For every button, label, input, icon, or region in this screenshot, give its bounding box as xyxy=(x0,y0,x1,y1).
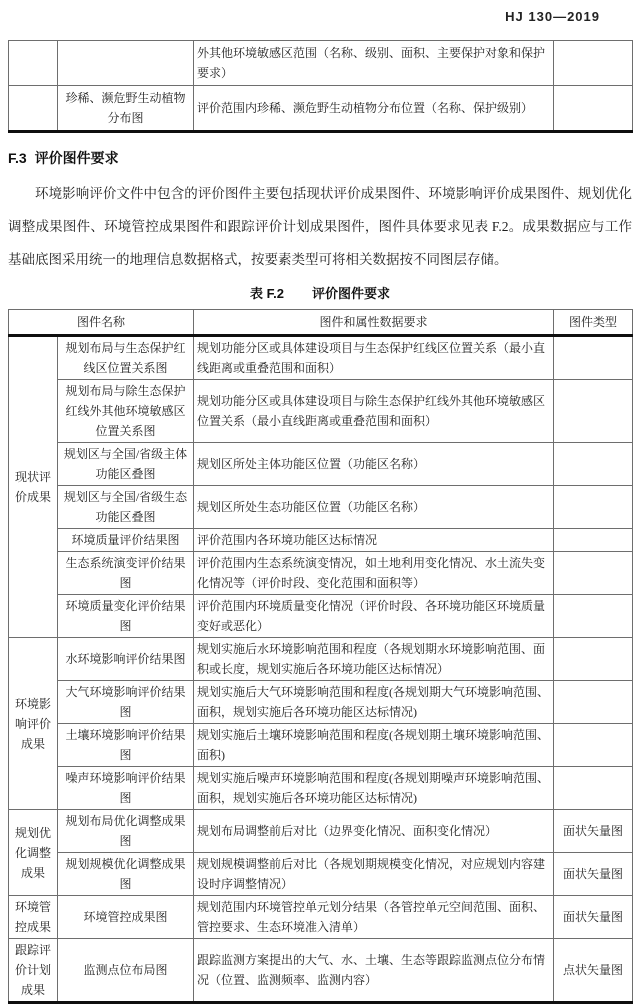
table-caption xyxy=(8,283,632,302)
name-cell xyxy=(58,41,194,86)
column-header-type: 图件类型 xyxy=(554,310,633,336)
requirement-cell: 评价范围内生态系统演变情况，如土地利用变化情况、水土流失变化情况等（评价时段、变化范围和面积等） xyxy=(194,552,554,595)
group-label-cell xyxy=(9,86,58,132)
body-paragraph: 环境影响评价文件中包含的评价图件主要包括现状评价成果图件、环境影响评价成果图件、规划优化调整成果图件、环境管控成果图件和跟踪评价计划成果图件，图件具体要求见表 F.2。成果数据应与工作基础底图采用统一的地理信息数据格式，按要素类型可将相关数据按不同图层存储。 xyxy=(8,186,632,267)
table-row xyxy=(9,336,633,380)
table-row xyxy=(9,896,633,939)
type-cell xyxy=(554,595,633,638)
column-header-requirement: 图件和属性数据要求 xyxy=(194,310,554,336)
carryover-table xyxy=(8,40,633,133)
type-cell xyxy=(554,86,633,132)
table-row xyxy=(9,443,633,486)
type-cell xyxy=(554,724,633,767)
requirement-cell: 评价范围内各环境功能区达标情况 xyxy=(194,529,554,552)
table-row xyxy=(9,595,633,638)
group-label-cell: 环境影响评价成果 xyxy=(9,638,58,810)
table-row xyxy=(9,767,633,810)
type-cell: 面状矢量图 xyxy=(554,853,633,896)
name-cell: 土壤环境影响评价结果图 xyxy=(58,724,194,767)
name-cell: 规划区与全国/省级主体功能区叠图 xyxy=(58,443,194,486)
table-row xyxy=(9,41,633,86)
name-cell: 水环境影响评价结果图 xyxy=(58,638,194,681)
requirement-cell: 外其他环境敏感区范围（名称、级别、面积、主要保护对象和保护要求） xyxy=(194,41,554,86)
requirement-cell: 跟踪监测方案提出的大气、水、土壤、生态等跟踪监测点位分布情况（位置、监测频率、监测内容） xyxy=(194,939,554,1003)
table-row xyxy=(9,380,633,443)
doc-number: HJ 130—2019 xyxy=(505,9,600,24)
requirement-cell: 规划实施后土壤环境影响范围和程度(各规划期土壤环境影响范围、面积) xyxy=(194,724,554,767)
type-cell xyxy=(554,41,633,86)
table-row xyxy=(9,724,633,767)
table-row xyxy=(9,486,633,529)
requirement-cell: 评价范围内环境质量变化情况（评价时段、各环境功能区环境质量变好或恶化） xyxy=(194,595,554,638)
name-cell: 环境质量评价结果图 xyxy=(58,529,194,552)
table-row xyxy=(9,529,633,552)
name-cell: 规划布局与除生态保护红线外其他环境敏感区位置关系图 xyxy=(58,380,194,443)
name-cell: 珍稀、濒危野生动植物分布图 xyxy=(58,86,194,132)
name-cell: 规划规模优化调整成果图 xyxy=(58,853,194,896)
requirement-cell: 规划功能分区或具体建设项目与生态保护红线区位置关系（最小直线距离或重叠范围和面积） xyxy=(194,336,554,380)
type-cell xyxy=(554,443,633,486)
requirement-cell: 规划实施后噪声环境影响范围和程度(各规划期噪声环境影响范围、面积，规划实施后各环境功能区达标情况) xyxy=(194,767,554,810)
requirement-cell: 规划范围内环境管控单元划分结果（各管控单元空间范围、面积、管控要求、生态环境准入清单） xyxy=(194,896,554,939)
name-cell: 监测点位布局图 xyxy=(58,939,194,1003)
requirement-cell: 评价范围内珍稀、濒危野生动植物分布位置（名称、保护级别） xyxy=(194,86,554,132)
requirement-cell: 规划区所处生态功能区位置（功能区名称） xyxy=(194,486,554,529)
name-cell: 规划布局与生态保护红线区位置关系图 xyxy=(58,336,194,380)
column-header-name: 图件名称 xyxy=(9,310,194,336)
type-cell xyxy=(554,486,633,529)
type-cell: 面状矢量图 xyxy=(554,810,633,853)
table-row xyxy=(9,552,633,595)
table-row xyxy=(9,638,633,681)
table-row xyxy=(9,853,633,896)
group-label-cell xyxy=(9,41,58,86)
type-cell xyxy=(554,380,633,443)
group-label-cell: 规划优化调整成果 xyxy=(9,810,58,896)
type-cell xyxy=(554,552,633,595)
name-cell: 环境质量变化评价结果图 xyxy=(58,595,194,638)
table-row xyxy=(9,86,633,132)
name-cell: 环境管控成果图 xyxy=(58,896,194,939)
type-cell xyxy=(554,529,633,552)
name-cell: 规划布局优化调整成果图 xyxy=(58,810,194,853)
name-cell: 规划区与全国/省级生态功能区叠图 xyxy=(58,486,194,529)
type-cell xyxy=(554,681,633,724)
type-cell: 面状矢量图 xyxy=(554,896,633,939)
table-caption-label: 表 F.2 xyxy=(250,286,284,301)
section-title: 评价图件要求 xyxy=(34,150,119,166)
requirement-cell: 规划布局调整前后对比（边界变化情况、面积变化情况） xyxy=(194,810,554,853)
type-cell xyxy=(554,336,633,380)
group-label-cell: 现状评价成果 xyxy=(9,336,58,638)
table-caption-title: 评价图件要求 xyxy=(311,286,390,301)
type-cell xyxy=(554,767,633,810)
section-heading xyxy=(8,148,632,168)
name-cell: 生态系统演变评价结果图 xyxy=(58,552,194,595)
table-row xyxy=(9,810,633,853)
group-label-cell: 跟踪评价计划成果 xyxy=(9,939,58,1003)
type-cell: 点状矢量图 xyxy=(554,939,633,1003)
section-number: F.3 xyxy=(8,150,27,166)
group-label-cell: 环境管控成果 xyxy=(9,896,58,939)
table-row xyxy=(9,681,633,724)
requirement-cell: 规划实施后大气环境影响范围和程度(各规划期大气环境影响范围、面积，规划实施后各环境功能区达标情况) xyxy=(194,681,554,724)
type-cell xyxy=(554,638,633,681)
requirement-cell: 规划实施后水环境影响范围和程度（各规划期水环境影响范围、面积或长度，规划实施后各环境功能区达标情况） xyxy=(194,638,554,681)
table-f2 xyxy=(8,309,633,1004)
table-f2-body xyxy=(9,336,633,1003)
name-cell: 大气环境影响评价结果图 xyxy=(58,681,194,724)
table-row xyxy=(9,939,633,1003)
table-header-row xyxy=(9,310,633,336)
requirement-cell: 规划功能分区或具体建设项目与除生态保护红线外其他环境敏感区位置关系（最小直线距离或重叠范围和面积） xyxy=(194,380,554,443)
requirement-cell: 规划规模调整前后对比（各规划期规模变化情况，对应规划内容建设时序调整情况） xyxy=(194,853,554,896)
requirement-cell: 规划区所处主体功能区位置（功能区名称） xyxy=(194,443,554,486)
name-cell: 噪声环境影响评价结果图 xyxy=(58,767,194,810)
